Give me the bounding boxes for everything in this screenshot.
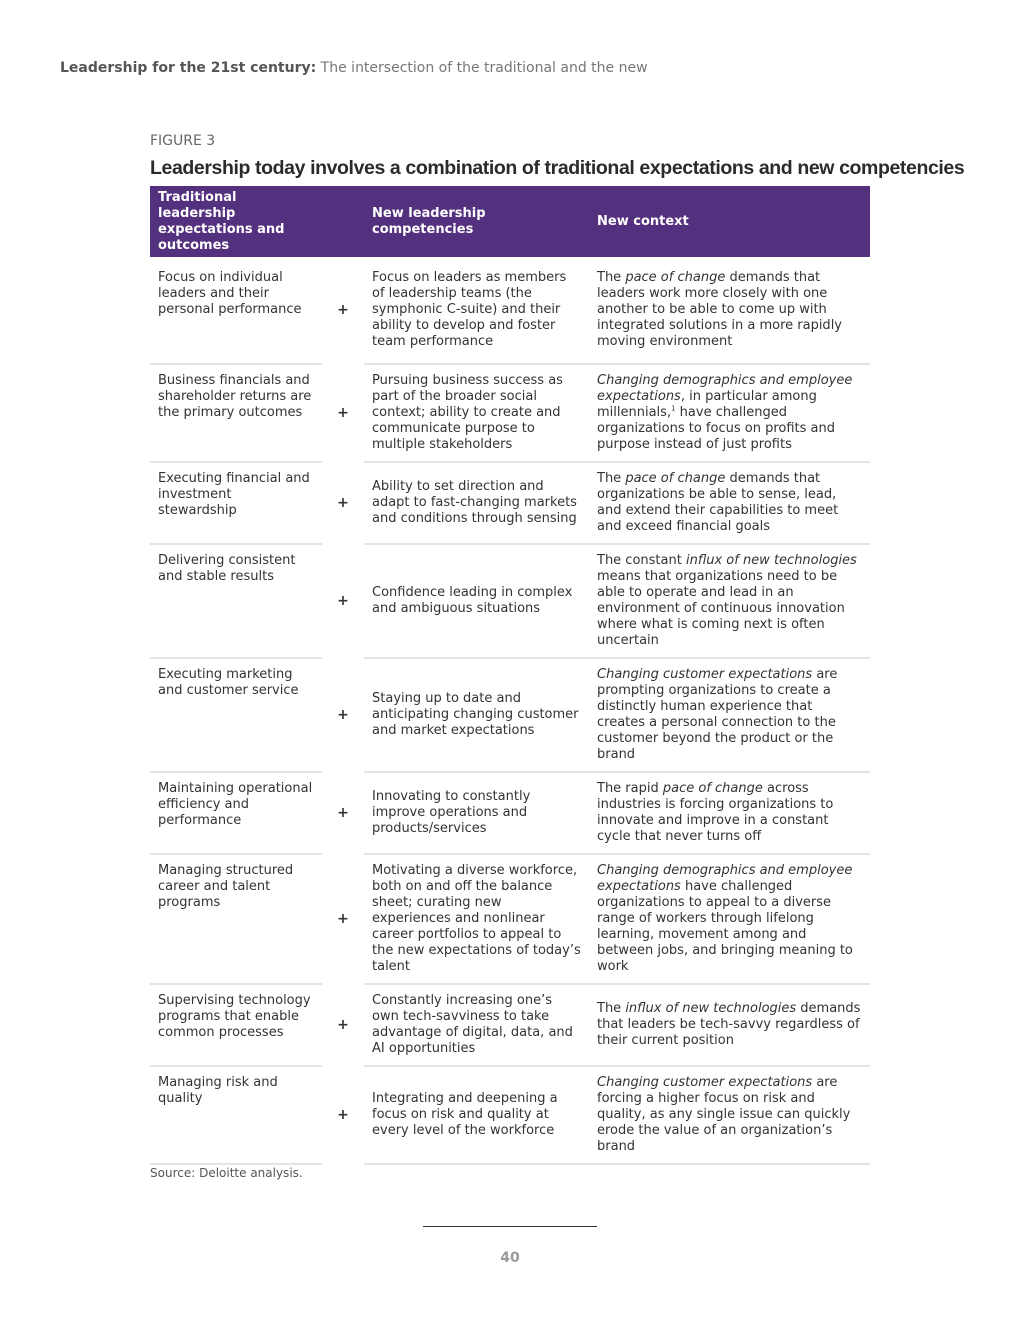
table-row	[150, 1066, 870, 1164]
traditional-cell: Executing marketing and customer service	[150, 658, 322, 772]
header-context: New context	[589, 186, 870, 257]
traditional-cell: Maintaining operational efficiency and performance	[150, 772, 322, 854]
table-header-row	[150, 186, 870, 257]
context-cell	[589, 462, 870, 544]
table-row	[150, 364, 870, 462]
competency-cell: Motivating a diverse workforce, both on and off the balance sheet; curating new experiences and nonlinear career portfolios to appeal to the new expectations of today’s talent	[364, 854, 589, 984]
context-emphasis: influx of new technologies	[685, 553, 857, 568]
traditional-cell: Business financials and shareholder returns are the primary outcomes	[150, 364, 322, 462]
plus-icon: +	[322, 658, 364, 772]
context-cell	[589, 658, 870, 772]
traditional-cell: Focus on individual leaders and their personal performance	[150, 257, 322, 364]
table-row	[150, 772, 870, 854]
header-competencies: New leadership competencies	[364, 186, 589, 257]
plus-icon: +	[322, 772, 364, 854]
context-text: are forcing a higher focus on risk and quality, as any single issue can quickly erode the value of an organization’s brand	[597, 1075, 851, 1154]
context-emphasis: Changing customer expectations	[597, 1075, 813, 1090]
source-note: Source: Deloitte analysis.	[150, 1166, 303, 1180]
context-cell	[589, 1066, 870, 1164]
plus-icon: +	[322, 984, 364, 1066]
context-text: demands that leaders be tech-savvy regardless of their current position	[597, 1001, 861, 1048]
context-text: The constant	[597, 553, 686, 568]
context-text: across industries is forcing organizations to innovate and improve in a constant cycle that never turns off	[597, 781, 834, 844]
competency-cell: Confidence leading in complex and ambiguous situations	[364, 544, 589, 658]
competency-cell: Pursuing business success as part of the broader social context; ability to create and communicate purpose to multiple stakeholders	[364, 364, 589, 462]
plus-icon: +	[322, 854, 364, 984]
running-header-bold: Leadership for the 21st century:	[60, 60, 317, 76]
context-text: The	[597, 270, 626, 285]
context-cell	[589, 364, 870, 462]
context-emphasis: pace of change	[662, 781, 763, 796]
table-body	[150, 257, 870, 1164]
footnote-ref: 1	[671, 404, 676, 413]
competency-cell: Ability to set direction and adapt to fast-changing markets and conditions through sensing	[364, 462, 589, 544]
context-text: demands that organizations be able to sense, lead, and extend their capabilities to meet and exceed financial goals	[597, 471, 839, 534]
traditional-cell: Delivering consistent and stable results	[150, 544, 322, 658]
running-header	[60, 60, 648, 76]
context-emphasis: pace of change	[625, 471, 726, 486]
context-text: The	[597, 1001, 626, 1016]
competency-cell: Integrating and deepening a focus on risk and quality at every level of the workforce	[364, 1066, 589, 1164]
table-row	[150, 658, 870, 772]
context-cell	[589, 544, 870, 658]
traditional-cell: Supervising technology programs that enable common processes	[150, 984, 322, 1066]
context-emphasis: influx of new technologies	[625, 1001, 797, 1016]
context-cell	[589, 854, 870, 984]
running-header-subtitle: The intersection of the traditional and the new	[316, 60, 648, 76]
competency-cell: Staying up to date and anticipating changing customer and market expectations	[364, 658, 589, 772]
context-text: have challenged organizations to focus on profits and purpose instead of just profits	[597, 405, 835, 452]
context-text: demands that leaders work more closely with one another to be able to come up with integrated solutions in a more rapidly moving environment	[597, 270, 842, 349]
traditional-cell: Executing financial and investment stewardship	[150, 462, 322, 544]
table-row	[150, 544, 870, 658]
plus-icon: +	[322, 544, 364, 658]
plus-icon: +	[322, 1066, 364, 1164]
context-text: means that organizations need to be able to operate and lead in an environment of continuous innovation where what is coming next is often uncertain	[597, 569, 845, 648]
table-row	[150, 257, 870, 364]
context-emphasis: Changing customer expectations	[597, 667, 813, 682]
context-text: The rapid	[597, 781, 663, 796]
context-text: , in particular among millennials,	[597, 389, 817, 420]
plus-icon: +	[322, 462, 364, 544]
table-row	[150, 984, 870, 1066]
competency-cell: Constantly increasing one’s own tech-savviness to take advantage of digital, data, and AI opportunities	[364, 984, 589, 1066]
context-emphasis: Changing demographics and employee expectations	[597, 863, 853, 894]
context-cell	[589, 984, 870, 1066]
plus-icon: +	[322, 257, 364, 364]
traditional-cell: Managing structured career and talent programs	[150, 854, 322, 984]
header-spacer	[322, 186, 364, 257]
table-row	[150, 462, 870, 544]
footer-rule	[423, 1226, 597, 1227]
plus-icon: +	[322, 364, 364, 462]
figure-label: FIGURE 3	[150, 133, 216, 149]
context-emphasis: pace of change	[625, 270, 726, 285]
context-cell	[589, 257, 870, 364]
competency-cell: Focus on leaders as members of leadership teams (the symphonic C-suite) and their ability to develop and foster team performance	[364, 257, 589, 364]
context-text: are prompting organizations to create a distinctly human experience that creates a personal connection to the customer beyond the product or the brand	[597, 667, 838, 762]
leadership-table	[150, 186, 870, 1165]
figure-title: Leadership today involves a combination of traditional expectations and new competencies	[150, 157, 965, 179]
traditional-cell: Managing risk and quality	[150, 1066, 322, 1164]
competency-cell: Innovating to constantly improve operations and products/services	[364, 772, 589, 854]
context-emphasis: Changing demographics and employee expectations	[597, 373, 853, 404]
context-cell	[589, 772, 870, 854]
page-number: 40	[500, 1250, 520, 1266]
context-text: have challenged organizations to appeal to a diverse range of workers through lifelong learning, movement among and between jobs, and bringing meaning to work	[597, 879, 853, 974]
header-traditional: Traditional leadership expectations and outcomes	[150, 186, 322, 257]
table-row	[150, 854, 870, 984]
context-text: The	[597, 471, 626, 486]
